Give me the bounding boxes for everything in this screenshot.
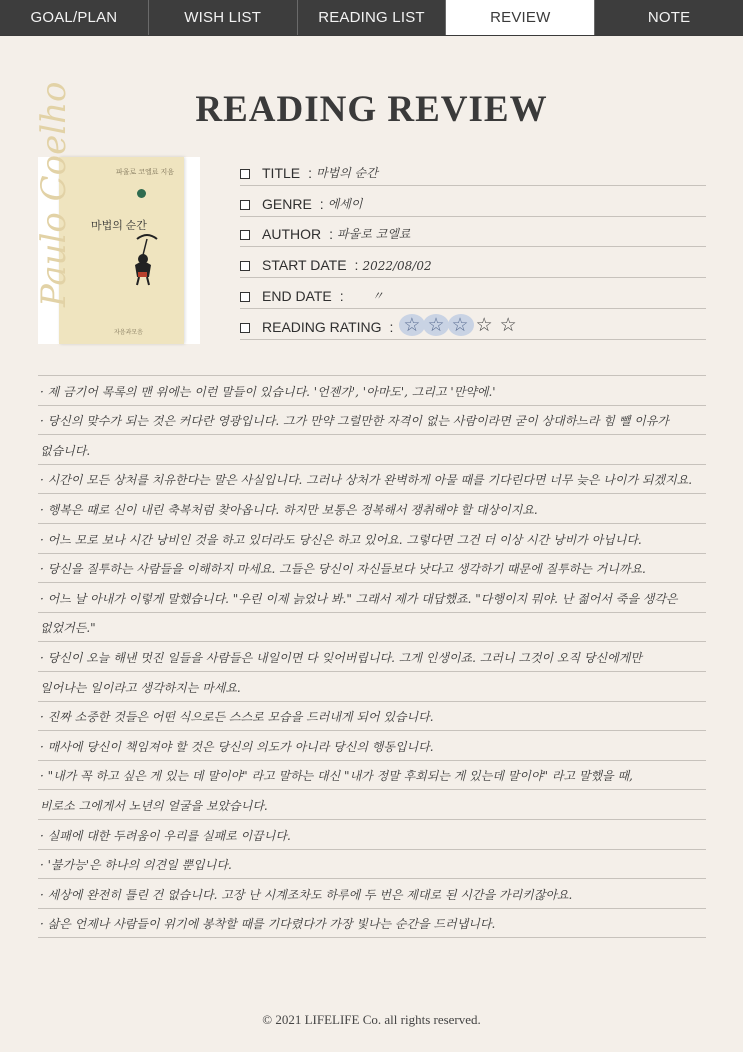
tab-note[interactable]: NOTE <box>595 0 743 35</box>
field-author <box>240 217 706 248</box>
field-value[interactable]: 에세이 <box>327 196 363 211</box>
field-label: END DATE <box>262 287 332 304</box>
checkbox-icon[interactable] <box>240 230 250 240</box>
review-line[interactable]: · 매사에 당신이 책임져야 할 것은 당신의 의도가 아니라 당신의 행동입니다. <box>38 731 706 761</box>
field-genre <box>240 186 706 217</box>
review-notes <box>38 375 706 938</box>
book-cover <box>34 81 184 344</box>
review-line[interactable]: · 시간이 모든 상처를 치유한다는 말은 사실입니다. 그러나 상처가 완벽하게 아물 때를 기다린다면 너무 늦은 나이가 되겠지요. <box>38 465 706 495</box>
field-separator: : <box>389 318 394 335</box>
review-line[interactable]: · 어느 날 아내가 이렇게 말했습니다. "우린 이제 늙었나 봐." 그래서 제가 대답했죠. "다행이지 뭐야. 난 젊어서 죽을 생각은 <box>38 583 706 613</box>
tab-wish-list[interactable]: WISH LIST <box>149 0 298 35</box>
cover-author: 파울로 코엘료 지음 <box>116 169 174 176</box>
field-separator: : <box>339 287 344 304</box>
field-separator: : <box>329 226 334 243</box>
tab-review[interactable]: REVIEW <box>446 0 595 35</box>
star-icon[interactable]: ☆ <box>499 314 517 336</box>
field-value[interactable]: 파울로 코엘료 <box>337 227 411 242</box>
cover-badge-icon <box>137 189 146 198</box>
field-end-date <box>240 278 706 309</box>
review-line[interactable]: · 제 금기어 목록의 맨 위에는 이런 말들이 있습니다. '언젠가', '아마도', 그리고 '만약에.' <box>38 376 706 406</box>
field-separator: : <box>308 164 313 181</box>
field-label: GENRE <box>262 195 312 212</box>
checkbox-icon[interactable] <box>240 261 250 271</box>
star-icon[interactable]: ☆ <box>475 314 493 336</box>
review-line[interactable]: · 진짜 소중한 것들은 어떤 식으로든 스스로 모습을 드러내게 되어 있습니다. <box>38 702 706 732</box>
field-label: START DATE <box>262 257 347 274</box>
review-line[interactable]: · 당신의 맞수가 되는 것은 커다란 영광입니다. 그가 만약 그럴만한 자격이 없는 사람이라면 굳이 상대하느라 힘 뺄 이유가 <box>38 406 706 436</box>
review-line[interactable]: · 당신이 오늘 해낸 멋진 일들을 사람들은 내일이면 다 잊어버립니다. 그게 인생이죠. 그러니 그것이 오직 당신에게만 <box>38 642 706 672</box>
field-reading-rating <box>240 309 706 340</box>
field-start-date <box>240 247 706 278</box>
review-line[interactable]: 비로소 그에게서 노년의 얼굴을 보았습니다. <box>38 790 706 820</box>
star-icon[interactable]: ☆ <box>451 314 469 336</box>
checkbox-icon[interactable] <box>240 323 250 333</box>
review-line[interactable]: · 행복은 때로 신이 내린 축복처럼 찾아옵니다. 하지만 보통은 정복해서 쟁취해야 할 대상이지요. <box>38 494 706 524</box>
review-line[interactable]: · 삶은 언제나 사람들이 위기에 봉착할 때를 기다렸다가 가장 빛나는 순간을 드러냅니다. <box>38 909 706 939</box>
page-title: READING REVIEW <box>195 89 548 130</box>
svg-text:Paulo Coelho: Paulo Coelho <box>34 81 74 307</box>
cover-title: 마법의 순간 <box>91 220 147 232</box>
checkbox-icon[interactable] <box>240 292 250 302</box>
field-separator: : <box>319 195 324 212</box>
review-line[interactable]: 일어나는 일이라고 생각하지는 마세요. <box>38 672 706 702</box>
tab-goal-plan[interactable]: GOAL/PLAN <box>0 0 149 35</box>
tab-reading-list[interactable]: READING LIST <box>298 0 447 35</box>
book-info-fields <box>240 155 706 340</box>
review-line[interactable]: · 어느 모로 보나 시간 낭비인 것을 하고 있더라도 당신은 하고 있어요. 그렇다면 그건 더 이상 시간 낭비가 아닙니다. <box>38 524 706 554</box>
field-value[interactable]: 2022/08/02 <box>362 259 432 274</box>
footer-copyright: © 2021 LIFELIFE Co. all rights reserved. <box>262 1012 481 1027</box>
cover-publisher: 자음과모음 <box>114 330 143 336</box>
review-line[interactable]: · '불가능'은 하나의 의견일 뿐입니다. <box>38 850 706 880</box>
top-tab-bar <box>0 0 743 36</box>
review-line[interactable]: · "내가 꼭 하고 싶은 게 있는 데 말이야" 라고 말하는 대신 "내가 정말 후회되는 게 있는데 말이야" 라고 말했을 때, <box>38 761 706 791</box>
field-label: TITLE <box>262 164 301 181</box>
review-line[interactable]: · 실패에 대한 두려움이 우리를 실패로 이끕니다. <box>38 820 706 850</box>
field-separator: : <box>354 257 359 274</box>
review-line[interactable]: 없습니다. <box>38 435 706 465</box>
star-rating[interactable] <box>403 316 523 335</box>
field-label: AUTHOR <box>262 226 322 243</box>
field-label: READING RATING <box>262 318 382 335</box>
review-line[interactable]: 없었거든." <box>38 613 706 643</box>
field-value[interactable]: 〃 <box>371 288 384 303</box>
star-icon[interactable]: ☆ <box>403 314 421 336</box>
star-icon[interactable]: ☆ <box>427 314 445 336</box>
field-title <box>240 155 706 186</box>
review-line[interactable]: · 세상에 완전히 틀린 건 없습니다. 고장 난 시계조차도 하루에 두 번은 제대로 된 시간을 가리키잖아요. <box>38 879 706 909</box>
checkbox-icon[interactable] <box>240 200 250 210</box>
review-line[interactable]: · 당신을 질투하는 사람들을 이해하지 마세요. 그들은 당신이 자신들보다 낫다고 생각하기 때문에 질투하는 거니까요. <box>38 554 706 584</box>
book-cover-image <box>34 81 200 344</box>
field-value[interactable]: 마법의 순간 <box>316 165 378 180</box>
cover-artwork <box>34 81 184 344</box>
checkbox-icon[interactable] <box>240 169 250 179</box>
